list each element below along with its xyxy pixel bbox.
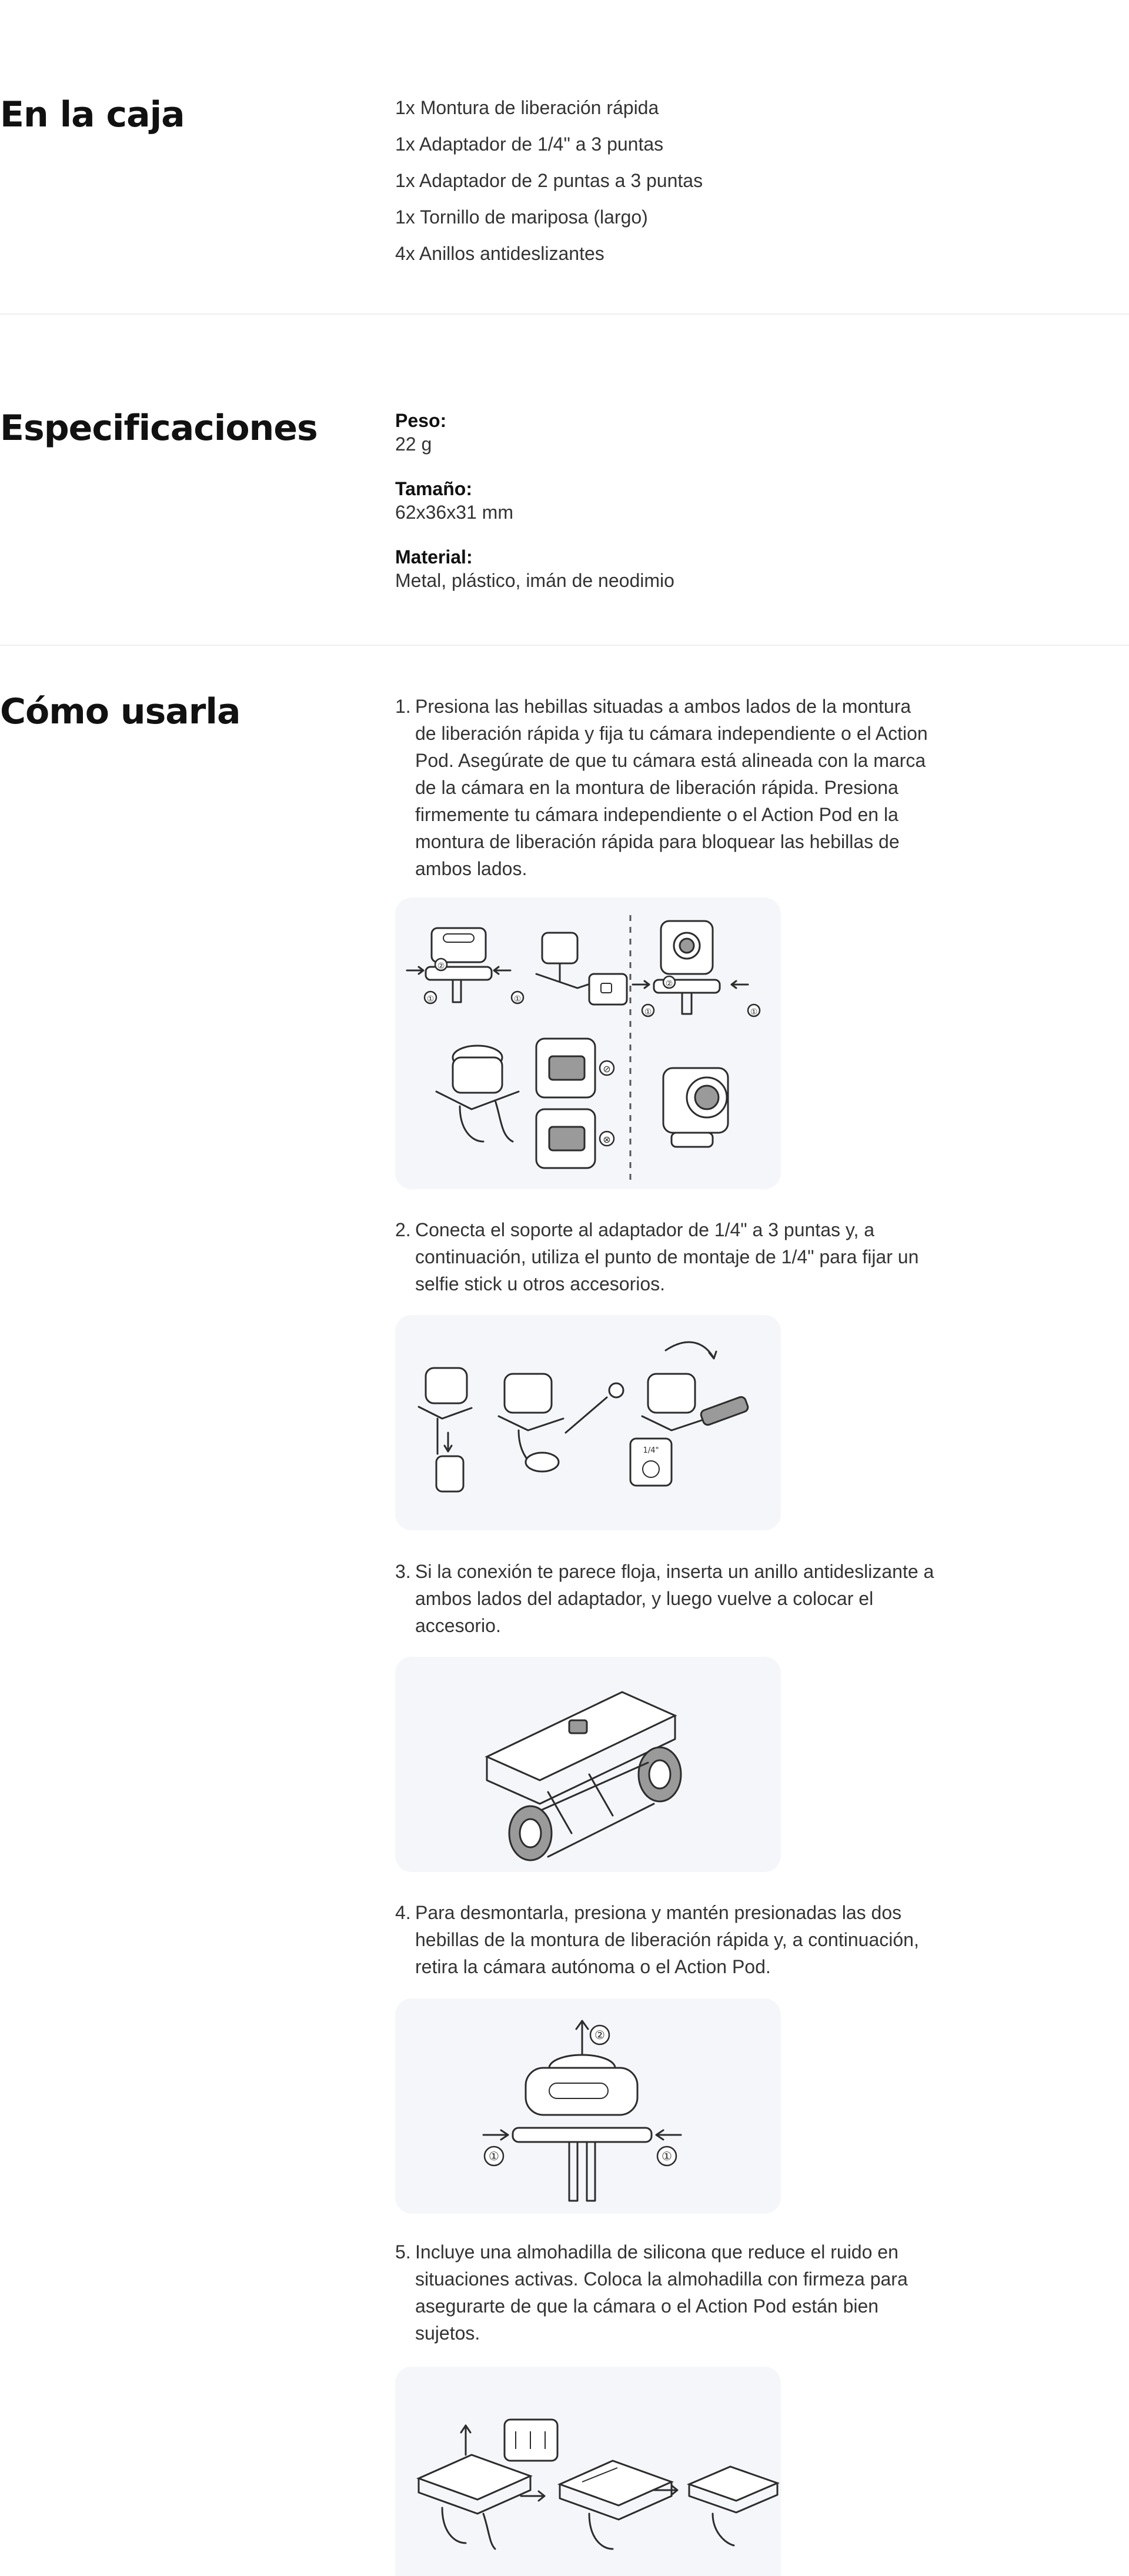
step-number: 4. — [395, 1902, 411, 1923]
section-divider — [0, 645, 1129, 646]
spec-value-material: Metal, plástico, imán de neodimio — [395, 570, 674, 591]
spec-label-material: Material: — [395, 546, 473, 568]
quick-release-mount-diagram — [395, 897, 781, 1189]
specs-section — [0, 315, 1129, 644]
wrong-icon: ⊗ — [603, 1134, 611, 1145]
how-to-title: Cómo usarla — [0, 691, 241, 732]
in-the-box-list — [395, 89, 936, 272]
list-item: 4x Anillos antideslizantes — [395, 243, 604, 264]
specs-title: Especificaciones — [0, 408, 318, 449]
label-one: ① — [750, 1007, 758, 1017]
step-text: Conecta el soporte al adaptador de 1/4" a 3 puntas y, a continuación, utiliza el punto de montaje de 1/4" para fijar un selfie stick u otros accesorios. — [415, 1219, 919, 1294]
label-one: ① — [489, 2149, 499, 2163]
label-two: ② — [437, 962, 445, 971]
anti-slip-ring-diagram — [395, 1657, 781, 1872]
step-4-illustration — [395, 1998, 781, 2214]
step-text: Incluye una almohadilla de silicona que reduce el ruido en situaciones activas. Coloca la almohadilla con firmeza para asegurarte de que la cámara o el Action Pod están bien sujetos. — [415, 2241, 908, 2344]
step-number: 1. — [395, 696, 411, 717]
step-1 — [395, 693, 936, 882]
label-one: ① — [662, 2149, 672, 2163]
step-1-illustration — [395, 897, 781, 1189]
step-number: 3. — [395, 1561, 411, 1582]
step-5-illustration — [395, 2367, 781, 2576]
step-2-illustration — [395, 1315, 781, 1530]
step-text: Si la conexión te parece floja, inserta un anillo antideslizante a ambos lados del adaptador, y luego vuelve a colocar el accesorio. — [415, 1561, 934, 1636]
in-the-box-section — [0, 0, 1129, 314]
silicone-pad-diagram — [395, 2367, 781, 2576]
spec-value-weight: 22 g — [395, 433, 432, 455]
label-one: ① — [426, 995, 435, 1004]
ok-icon: ⊘ — [603, 1063, 611, 1075]
step-number: 2. — [395, 1219, 411, 1240]
list-item: 1x Adaptador de 1/4" a 3 puntas — [395, 134, 664, 155]
step-text: Presiona las hebillas situadas a ambos lados de la montura de liberación rápida y fija tu cámara independiente o el Action Pod. Asegúrate de que tu cámara está alineada con la marca de la cámara en la montura de liberación rápida. Presiona firmemente tu cámara independiente o el Action Pod en la montura de liberación rápida para bloquear las hebillas de ambos lados. — [415, 696, 928, 879]
step-5 — [395, 2238, 936, 2347]
step-number: 5. — [395, 2241, 411, 2263]
step-3-illustration — [395, 1657, 781, 1872]
label-two: ② — [665, 979, 673, 989]
label-one: ① — [644, 1007, 652, 1017]
quarter-inch-label: 1/4" — [643, 1446, 659, 1455]
step-2 — [395, 1216, 936, 1297]
label-one: ① — [513, 995, 522, 1004]
spec-label-weight: Peso: — [395, 410, 447, 431]
step-text: Para desmontarla, presiona y mantén presionadas las dos hebillas de la montura de liberación rápida y, a continuación, retira la cámara autónoma o el Action Pod. — [415, 1902, 919, 1977]
adapter-mounting-diagram — [395, 1315, 781, 1530]
label-two: ② — [594, 2028, 605, 2042]
in-the-box-title: En la caja — [0, 94, 185, 135]
step-3 — [395, 1558, 936, 1639]
specs-list — [395, 409, 936, 613]
step-4 — [395, 1899, 936, 1980]
list-item: 1x Montura de liberación rápida — [395, 97, 659, 118]
list-item: 1x Tornillo de mariposa (largo) — [395, 206, 648, 228]
list-item: 1x Adaptador de 2 puntas a 3 puntas — [395, 170, 703, 191]
spec-value-size: 62x36x31 mm — [395, 502, 513, 523]
spec-label-size: Tamaño: — [395, 478, 472, 499]
detach-diagram — [395, 1998, 781, 2214]
